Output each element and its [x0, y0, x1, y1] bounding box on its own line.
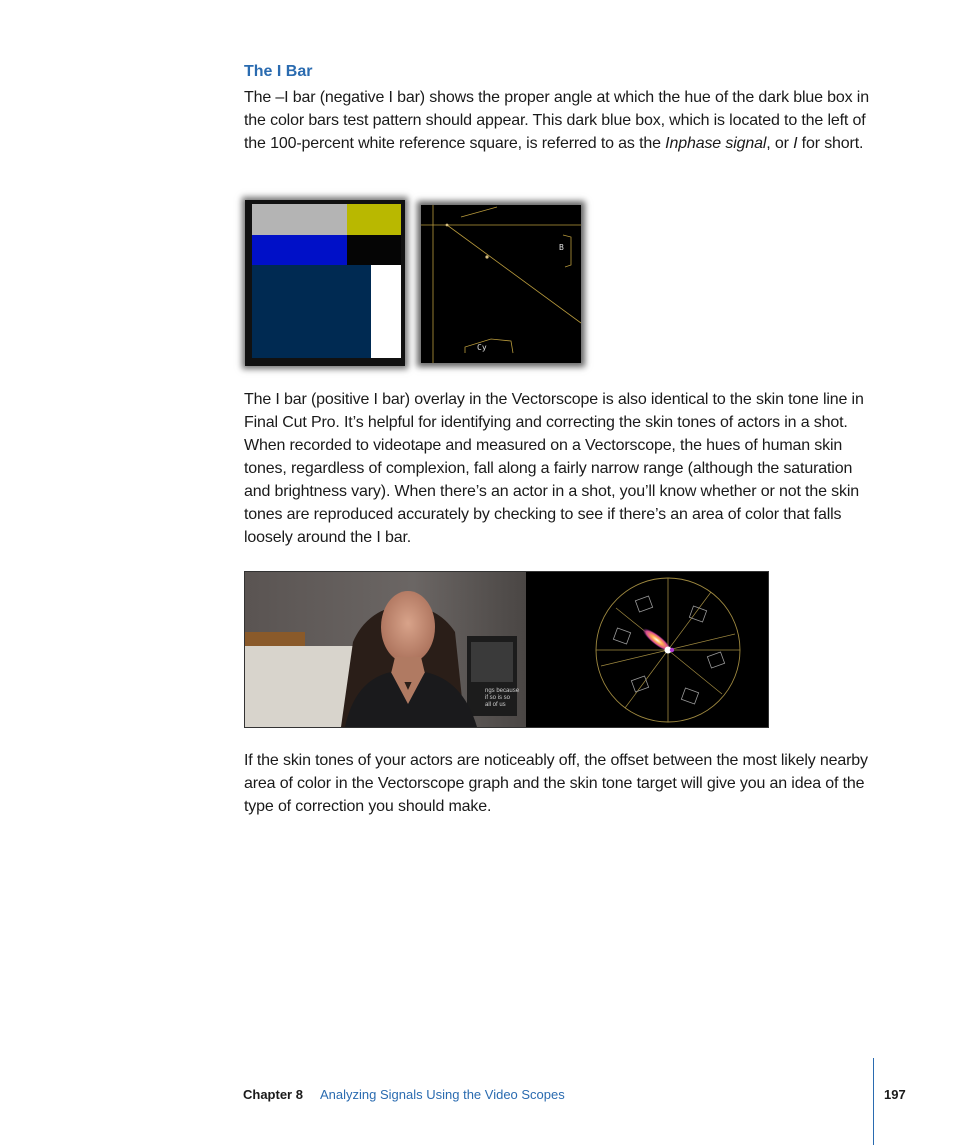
gray-bar — [252, 204, 347, 235]
cyan-target-label: Cy — [477, 343, 487, 352]
poster-text-line: ngs because — [485, 688, 520, 694]
dark-blue-inphase-box — [252, 265, 371, 358]
blue-target-box — [563, 235, 571, 267]
color-bars-figure — [245, 200, 405, 366]
actor-face — [381, 591, 435, 663]
vectorscope-panel — [526, 572, 768, 727]
wooden-shelf — [245, 632, 305, 646]
p1-text-b: , or — [766, 135, 794, 152]
vectorscope-background — [526, 572, 768, 727]
black-bar — [347, 235, 401, 265]
poster-text-line: all of us — [485, 702, 506, 708]
vectorscope-zoom-graphic — [421, 205, 581, 363]
actor-video-frame — [245, 572, 526, 727]
footer-divider — [873, 1058, 874, 1145]
p1-emphasis-inphase: Inphase signal — [665, 135, 767, 152]
p1-text-a: The –I bar (negative I bar) shows the proper angle at which the hue of the dark blue box in the color bars test pattern should appear. This dark blue box, which is located to the left of the 100-percent white reference square, is referred to as the — [244, 89, 869, 152]
actor-vectorscope-figure — [244, 571, 769, 728]
footer-chapter-label: Chapter 8 — [243, 1087, 303, 1102]
white-counter — [245, 646, 355, 727]
vectorscope-zoom-figure — [421, 205, 581, 363]
footer-chapter-title: Analyzing Signals Using the Video Scopes — [320, 1087, 565, 1102]
poster-photo — [471, 642, 513, 682]
blue-target-label: B — [559, 243, 564, 252]
paragraph-inphase — [244, 86, 876, 155]
negative-i-bar-line — [447, 225, 581, 323]
trace-magenta-spot — [670, 648, 674, 652]
yellow-bar — [347, 204, 401, 235]
actor-vectorscope-graphic — [245, 572, 768, 727]
paragraph-skin-tone: The I bar (positive I bar) overlay in the Vectorscope is also identical to the skin tone line in Final Cut Pro. It’s helpful for identifying and correcting the skin tones of actors in a shot. When recorded to videotape and measured on a Vectorscope, the hues of human skin tones, regardless of complexion, fall along a fairly narrow range (although the saturation and brightness vary). When there’s an actor in a shot, you’ll know whether or not the skin tones are reproduced accurately by checking to see if there’s an area of color that falls loosely around the I bar. — [244, 391, 864, 546]
trace-dot — [485, 255, 488, 258]
blue-bar — [252, 235, 347, 265]
cyan-target-box — [465, 339, 513, 353]
center-dot — [446, 224, 449, 227]
p1-text-c: for short. — [797, 135, 864, 152]
graticule-tick — [461, 207, 497, 217]
section-heading: The I Bar — [244, 63, 313, 80]
paragraph-offset: If the skin tones of your actors are noticeably off, the offset between the most likely nearby area of color in the Vectorscope graph and the skin tone target will give you an idea of the type of correction you should make. — [244, 752, 868, 815]
p1-emphasis-i: I — [793, 135, 798, 152]
poster-text-line: if so is so — [485, 695, 511, 701]
page-number: 197 — [884, 1087, 906, 1102]
white-reference-square — [371, 265, 401, 358]
